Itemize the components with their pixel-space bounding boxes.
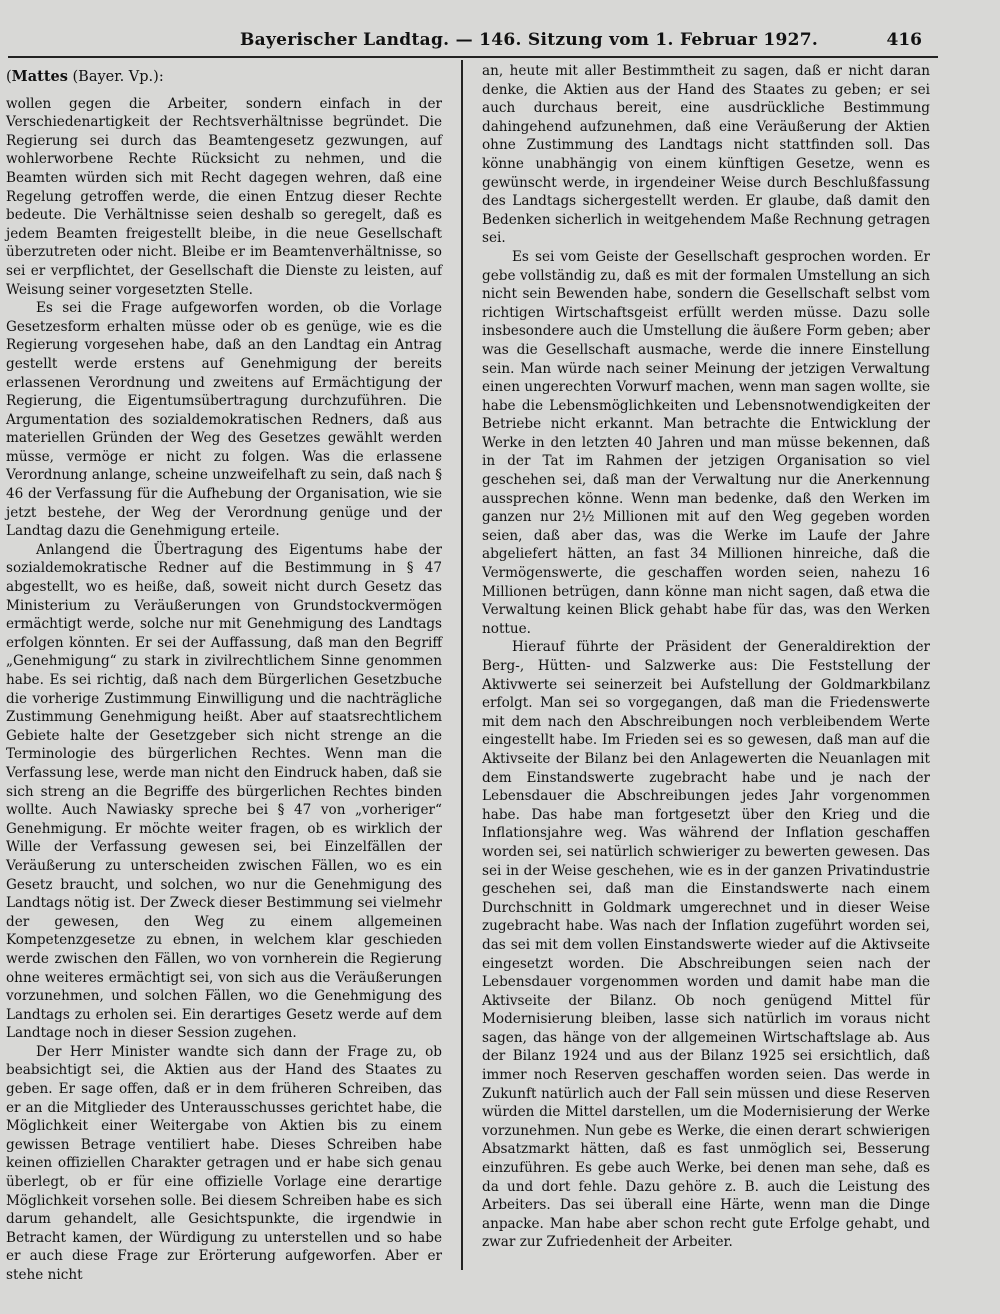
paragraph: Es sei vom Geiste der Gesellschaft gesprochen worden. Er gebe vollständig zu, daß es mit der formalen Umstellung an sich nicht sein Bewenden habe, sondern die Gesellschaft selbst vom richtigen Wirtschaftsgeist erfüllt werden müsse. Dazu solle insbesondere auch die Umstellung die äußere Form geben; aber was die Gesellschaft ausmache, werde die innere Einstellung sein. Man würde nach seiner Meinung der jetzigen Verwaltung einen ungerechten Vorwurf machen, wenn man sagen wollte, sie habe die Lebensmöglichkeiten und Lebensnotwendigkeiten der Betriebe nicht erkannt. Man betrachte die Entwicklung der Werke in den letzten 40 Jahren und man müsse bekennen, daß in der Tat im Rahmen der jetzigen Organisation so viel geschehen sei, daß man der Verwaltung nur die Anerkennung aussprechen könne. Wenn man bedenke, daß den Werken im ganzen nur 2½ Millionen mit auf den Weg gegeben worden seien, daß aber das, was die Werke im Laufe der Jahre abgeliefert hätten, an fast 34 Millionen hinreiche, daß die Vermögenswerte, die geschaffen worden seien, nahezu 16 Millionen betrügen, dann könne man nicht sagen, daß etwa die Verwaltung keinen Blick gehabt habe für das, was den Werken nottue. (482, 248, 930, 637)
column-divider (461, 60, 463, 1270)
left-column (6, 62, 442, 1285)
paragraph: Anlangend die Übertragung des Eigentums habe der sozialdemokratische Redner auf die Bestimmung in § 47 abgestellt, wo es heiße, daß, soweit nicht durch Gesetz das Ministerium zu Veräußerungen von Grundstockvermögen ermächtigt werde, solche nur mit Genehmigung des Landtags erfolgen könnten. Er sei der Auffassung, daß man den Begriff „Genehmigung“ zu stark in zivilrechtlichem Sinne genommen habe. Es sei richtig, daß nach dem Bürgerlichen Gesetzbuche die vorherige Zustimmung Einwilligung und die nachträgliche Zustimmung Genehmigung heißt. Aber auf staatsrechtlichem Gebiete halte der Gesetzgeber sich nicht strenge an die Terminologie des bürgerlichen Rechtes. Wenn man die Verfassung lese, werde man nicht den Eindruck haben, daß sie sich streng an die Begriffe des bürgerlichen Rechtes binden wollte. Auch Nawiasky spreche bei § 47 von „vorheriger“ Genehmigung. Er möchte weiter fragen, ob es wirklich der Wille der Verfassung gewesen sei, bei Einzelfällen der Veräußerung zu unterscheiden zwischen Fällen, wo es ein Gesetz braucht, und solchen, wo nur die Genehmigung des Landtags nötig ist. Der Zweck dieser Bestimmung sei vielmehr der gewesen, den Weg zu einem allgemeinen Kompetenzgesetze zu ebnen, in welchem klar geschieden werde zwischen den Fällen, wo von vornherein die Regierung ohne weiteres ermächtigt sei, von sich aus die Veräußerungen vorzunehmen, und solchen Fällen, wo die Genehmigung des Landtags zu erholen sei. Ein derartiges Gesetz werde auf dem Landtage noch in dieser Session zugehen. (6, 541, 442, 1042)
page-header (0, 30, 1000, 54)
paragraph: Der Herr Minister wandte sich dann der Frage zu, ob beabsichtigt sei, die Aktien aus der Hand des Staates zu geben. Er sage offen, daß er in dem früheren Schreiben, das er an die Mitglieder des Unterausschusses gerichtet habe, die Möglichkeit einer Weitergabe von Aktien bis zu einem gewissen Betrage ventiliert habe. Dieses Schreiben habe keinen offiziellen Charakter getragen und er habe sich genau überlegt, ob er für eine offizielle Vorlage eine derartige Möglichkeit vorsehen solle. Bei diesem Schreiben habe es sich darum gehandelt, alle Gesichtspunkte, die irgendwie in Betracht kamen, der Würdigung zu unterstellen und so habe er auch diese Frage zur Erörterung aufgeworfen. Aber er stehe nicht (6, 1043, 442, 1283)
header-rule (8, 56, 938, 58)
paragraph: an, heute mit aller Bestimmtheit zu sagen, daß er nicht daran denke, die Aktien aus der Hand des Staates zu geben; er sei auch durchaus bereit, eine ausdrückliche Bestimmung dahingehend aufzunehmen, daß eine Veräußerung der Aktien ohne Zustimmung des Landtags nicht stattfinden soll. Das könne unabhängig von einem künftigen Gesetze, wenn es gewünscht werde, in irgendeiner Weise durch Beschlußfassung des Landtags sichergestellt werden. Er glaube, daß damit den Bedenken sicherlich in weitgehendem Maße Rechnung getragen sei. (482, 63, 930, 247)
paragraph: Hierauf führte der Präsident der Generaldirektion der Berg-, Hütten- und Salzwerke aus: Die Feststellung der Aktivwerte sei seinerzeit bei Aufstellung der Goldmarkbilanz erfolgt. Man sei so vorgegangen, daß man die Friedenswerte mit dem nach den Abschreibungen noch verbleibendem Werte eingestellt habe. Im Frieden sei es so gewesen, daß man auf die Aktivseite der Bilanz bei den Anlagewerten die Neuanlagen mit dem Einstandswerte zugebracht habe und je nach der Lebensdauer die Abschreibungen jedes Jahr vorgenommen habe. Das habe man fortgesetzt über den Krieg und die Inflationsjahre weg. Was während der Inflation geschaffen worden sei, sei natürlich schwieriger zu bewerten gewesen. Das sei in der Weise geschehen, wie es in der ganzen Privatindustrie geschehen sei, daß man die Einstandswerte nach einem Durchschnitt in Goldmark umgerechnet und in dieser Weise zugebracht habe. Was nach der Inflation zugeführt worden sei, das sei mit dem vollen Einstandswerte wieder auf die Aktivseite eingesetzt worden. Die Abschreibungen seien nach der Lebensdauer vorgenommen worden und damit habe man die Aktivseite der Bilanz. Ob noch genügend Mittel für Modernisierung bleiben, lasse sich natürlich im voraus nicht sagen, das hänge von der allgemeinen Wirtschaftslage ab. Aus der Bilanz 1924 und aus der Bilanz 1925 sei ersichtlich, daß immer noch Reserven geschaffen worden seien. Das werde in Zukunft natürlich auch der Fall sein müssen und diese Reserven würden die Mittel darstellen, um die Modernisierung der Werke vorzunehmen. Nun gebe es Werke, die einen derart schwierigen Absatzmarkt hätten, daß es fast unmöglich sei, Besserung einzuführen. Es gebe auch Werke, bei denen man sehe, daß es da und dort fehle. Dazu gehöre z. B. auch die Leistung des Arbeiters. Das sei überall eine Härte, wenn man die Dinge anpacke. Man habe aber schon recht gute Erfolge gehabt, und zwar zur Zufriedenheit der Arbeiter. (482, 639, 930, 1251)
page-number: 416 (886, 30, 922, 50)
right-column (482, 62, 930, 1252)
running-title: Bayerischer Landtag. — 146. Sitzung vom 1. Februar 1927. (240, 30, 819, 50)
speaker-name: Mattes (11, 68, 68, 85)
speaker-party: (Bayer. Vp.): (72, 69, 164, 85)
paragraph: wollen gegen die Arbeiter, sondern einfach in der Verschiedenartigkeit der Rechtsverhältnisse begründet. Die Regierung sei durch das Beamtengesetz gezwungen, auf wohlerworbene Rechte Rücksicht zu nehmen, und die Beamten würden sich mit Recht dagegen wehren, daß eine Regelung getroffen werde, die einen Entzug dieser Rechte bedeute. Die Verhältnisse seien deshalb so geregelt, daß es jedem Beamten freigestellt bleibe, in die neue Gesellschaft überzutreten oder nicht. Bleibe er im Beamtenverhältnisse, so sei er verpflichtet, der Gesellschaft die Dienste zu leisten, auf Weisung seiner vorgesetzten Stelle. (6, 95, 442, 298)
speaker-heading: (Mattes (Bayer. Vp.): (6, 68, 164, 85)
paragraph: Es sei die Frage aufgeworfen worden, ob die Vorlage Gesetzesform erhalten müsse oder ob es genüge, wie es die Regierung vorgesehen habe, daß an den Landtag ein Antrag gestellt werde erstens auf Genehmigung der bereits erlassenen Verordnung und zweitens auf Ermächtigung der Regierung, die Eigentumsübertragung durchzuführen. Die Argumentation des sozialdemokratischen Redners, daß aus materiellen Gründen der Weg des Gesetzes gewählt werden müsse, vermöge er nicht zu folgen. Was die erlassene Verordnung anlange, scheine unzweifelhaft zu sein, daß nach § 46 der Verfassung für die Aufhebung der Organisation, wie sie jetzt bestehe, der Weg der Verordnung genüge und der Landtag dazu die Genehmigung erteile. (6, 300, 442, 540)
